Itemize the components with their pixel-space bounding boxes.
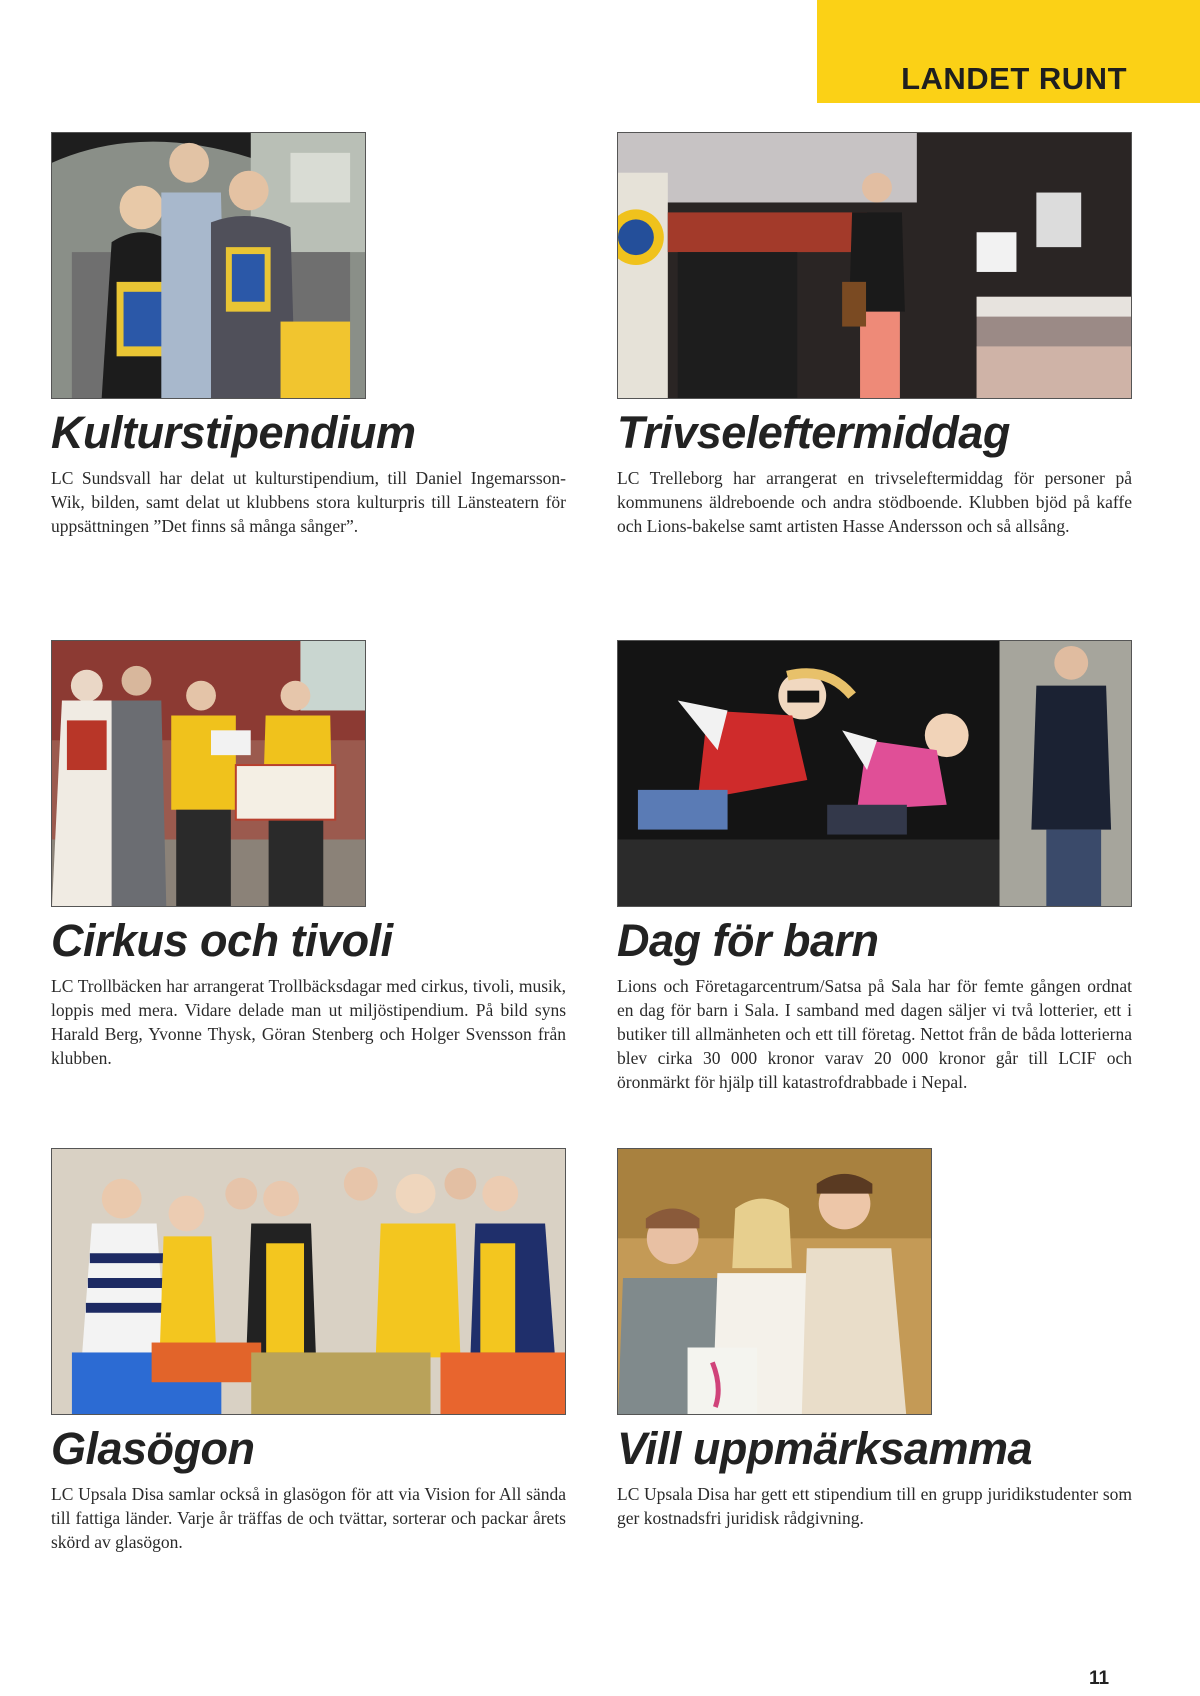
section-label: LANDET RUNT	[901, 61, 1127, 96]
article-body: LC Upsala Disa samlar också in glasögon för att via Vision for All sända till fattiga länder. Varje år träffas de och tvättar, sorterar och packar årets skörd av glasögon.	[51, 1484, 566, 1552]
photo-vill-uppmarksamma	[617, 1148, 932, 1415]
photo-dag-for-barn	[617, 640, 1132, 907]
article-title: Cirkus och tivoli	[51, 915, 393, 966]
article-body: LC Sundsvall har delat ut kulturstipendium, till Daniel Ingemarsson-Wik, bilden, samt delat ut klubbens stora kulturpris till Länsteatern för uppsättningen ”Det finns så många sånger”.	[51, 468, 566, 536]
article-title: Trivseleftermiddag	[617, 407, 1010, 458]
article-title: Kulturstipendium	[51, 407, 416, 458]
article-body: Lions och Företagarcentrum/Satsa på Sala har för femte gången ordnat en dag för barn i Sala. I samband med dagen säljer vi två lotterier, ett i butiker till allmänheten och ett till företag. Nettot från de båda lotterierna blev cirka 30 000 kronor varav 20 000 kronor går till LCIF och öronmärkt för hjälp till katastrofdrabbade i Nepal.	[617, 976, 1132, 1092]
article-title: Glasögon	[51, 1423, 255, 1474]
article-body: LC Upsala Disa har gett ett stipendium till en grupp juridikstudenter som ger kostnadsfri juridisk rådgivning.	[617, 1484, 1132, 1528]
article-body: LC Trelleborg har arrangerat en trivseleftermiddag för personer på kommunens äldreboende och andra stödboende. Klubben bjöd på kaffe och Lions-bakelse samt artisten Hasse Andersson och så allsång.	[617, 468, 1132, 536]
photo-glasogon	[51, 1148, 566, 1415]
page-number: 11	[1089, 1668, 1110, 1689]
article-body: LC Trollbäcken har arrangerat Trollbäcksdagar med cirkus, tivoli, musik, loppis med mera. Vidare delade man ut miljöstipendium. På bild syns Harald Berg, Yvonne Thysk, Göran Stenberg och Holger Svensson från klubben.	[51, 976, 566, 1068]
photo-cirkus-och-tivoli	[51, 640, 366, 907]
article-title: Vill uppmärksamma	[617, 1423, 1033, 1474]
article-title: Dag för barn	[617, 915, 879, 966]
photo-kulturstipendium	[51, 132, 366, 399]
section-header-tab	[817, 0, 1200, 103]
photo-trivseleftermiddag	[617, 132, 1132, 399]
